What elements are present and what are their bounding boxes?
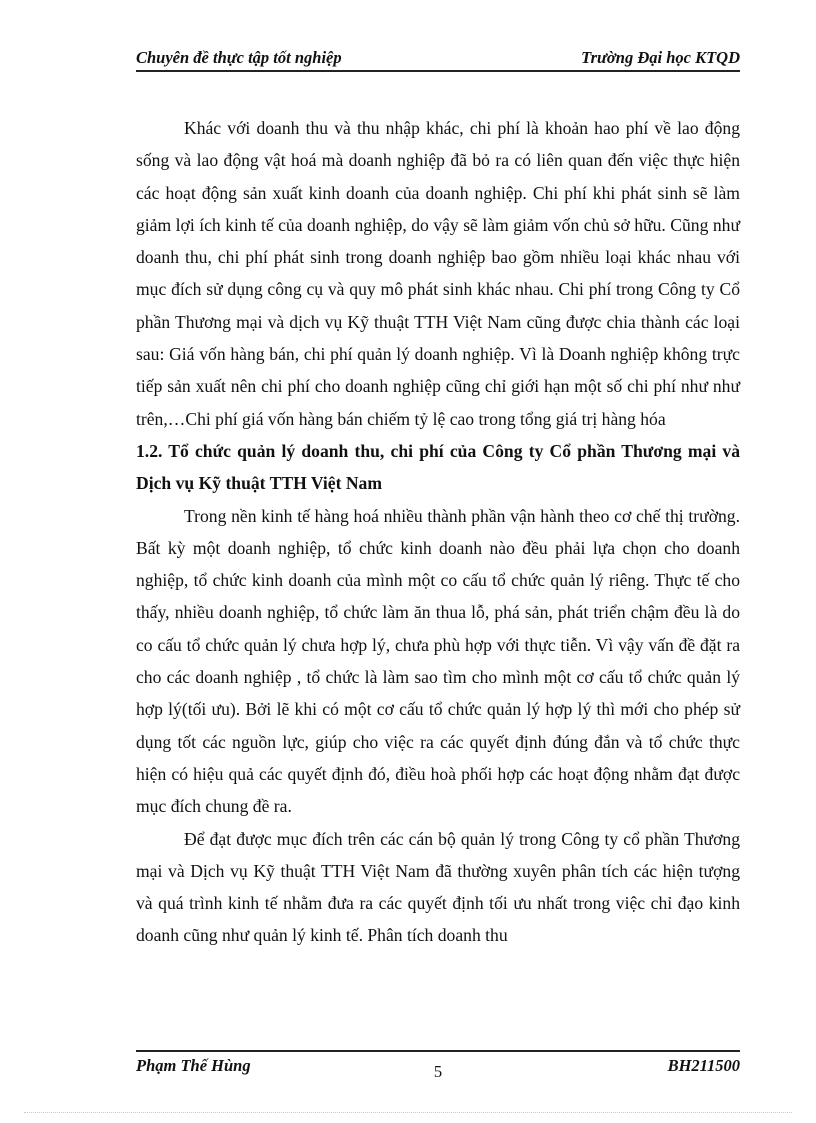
paragraph-costs: Khác với doanh thu và thu nhập khác, chi phí là khoản hao phí về lao động sống và lao động vật hoá mà doanh nghiệp đã bỏ ra có liên quan đến việc thực hiện các hoạt động sản xuất kinh doanh của doanh nghiệp. Chi phí khi phát sinh sẽ làm giảm lợi ích kinh tế của doanh nghiệp, do vậy sẽ làm giảm vốn chủ sở hữu. Cũng như doanh thu, chi phí phát sinh trong doanh nghiệp bao gồm nhiều loại khác nhau với mục đích sử dụng công cụ và quy mô phát sinh khác nhau. Chi phí trong Công ty Cổ phần Thương mại và dịch vụ Kỹ thuật TTH Việt Nam cũng được chia thành các loại sau: Giá vốn hàng bán, chi phí quản lý doanh nghiệp. Vì là Doanh nghiệp không trực tiếp sản xuất nên chi phí cho doanh nghiệp cũng chỉ giới hạn một số chi phí như như trên,…Chi phí giá vốn hàng bán chiếm tỷ lệ cao trong tổng giá trị hàng hóa — [136, 118, 740, 429]
page-header — [136, 46, 740, 72]
page-bottom-divider — [24, 1112, 792, 1113]
document-body — [136, 112, 740, 952]
section-heading: 1.2. Tổ chức quản lý doanh thu, chi phí của Công ty Cổ phần Thương mại và Dịch vụ Kỹ thuật TTH Việt Nam — [136, 440, 740, 494]
paragraph-management-structure: Trong nền kinh tế hàng hoá nhiều thành phần vận hành theo cơ chế thị trường. Bất kỳ một doanh nghiệp, tổ chức kinh doanh nào đều phải lựa chọn cho doanh nghiệp, tổ chức kinh doanh của mình một co cấu tổ chức quản lý riêng. Thực tế cho thấy, nhiều doanh nghiệp, tổ chức làm ăn thua lỗ, phá sản, phát triển chậm đều là do co cấu tổ chức quản lý chưa hợp lý, chưa phù hợp với thực tiễn. Vì vậy vấn đề đặt ra cho các doanh nghiệp , tổ chức là làm sao tìm cho mình một cơ cấu tổ chức quản lý hợp lý(tối ưu). Bởi lẽ khi có một cơ cấu tổ chức quản lý hợp lý thì mới cho phép sử dụng tốt các nguồn lực, giúp cho việc ra các quyết định đúng đắn và tổ chức thực hiện có hiệu quả các quyết định đó, điều hoà phối hợp các hoạt động nhằm đạt được mục đích chung đề ra. — [136, 505, 740, 817]
paragraph-analysis: Để đạt được mục đích trên các cán bộ quản lý trong Công ty cổ phần Thương mại và Dịch vụ Kỹ thuật TTH Việt Nam đã thường xuyên phân tích các hiện tượng và quá trình kinh tế nhằm đưa ra các quyết định tối ưu nhất trong việc chỉ đạo kinh doanh cũng như quản lý kinh tế. Phân tích doanh thu — [136, 828, 740, 946]
page-number: 5 — [433, 1062, 443, 1081]
footer-code: BH211500 — [667, 1056, 740, 1075]
header-school: Trường Đại học KTQD — [581, 48, 740, 67]
footer-author: Phạm Thế Hùng — [136, 1056, 251, 1075]
page-footer — [136, 1050, 740, 1082]
header-title: Chuyên đề thực tập tốt nghiệp — [136, 48, 342, 67]
